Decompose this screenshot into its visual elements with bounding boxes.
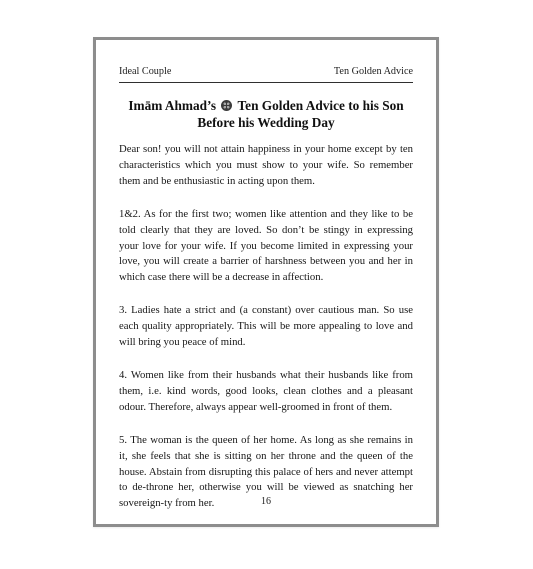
running-header [119,66,413,83]
paragraph-advice-4: 4. Women like from their husbands what their husbands like from them, i.e. kind words, good looks, clean clothes and a pleasant odour. Therefore, always appear well-groomed in front of them. [119,368,413,413]
page-title [114,97,418,131]
title-line-2: Before his Wedding Day [197,115,335,130]
paragraph-advice-1-2: 1&2. As for the first two; women like attention and they like to be told clearly that they are loved. So don’t be stingy in expressing your love for your wife. If you become limited in expressing your love, you will create a barrier of harshness between you and her in which case there will be a decrease in affection. [119,207,413,284]
title-line-1 [114,97,418,114]
page-number: 16 [261,496,271,507]
honorific-icon [221,100,232,111]
header-book-title: Ideal Couple [119,66,172,77]
paragraph-advice-3: 3. Ladies hate a strict and (a constant) over cautious man. So use each quality appropriately. This will be more appealing to love and will bring you peace of mind. [119,304,413,349]
paragraph-intro: Dear son! you will not attain happiness in your home except by ten characteristics which you must show to your wife. So remember them and be enthusiastic in acting upon them. [119,143,413,187]
title-part-2: Ten Golden Advice to his Son [237,98,404,113]
title-part-1: Imām Ahmad’s [128,98,217,113]
book-page [93,37,439,527]
body-text [119,142,413,512]
paragraph-advice-5: 5. The woman is the queen of her home. As long as she remains in it, she feels that she is sitting on her throne and the queen of the house. Abstain from disrupting this palace of hers and never attempt to de-throne her, otherwise you will be viewed as snatching her sovereign-ty from her. [119,433,413,510]
header-chapter-title: Ten Golden Advice [333,66,413,77]
